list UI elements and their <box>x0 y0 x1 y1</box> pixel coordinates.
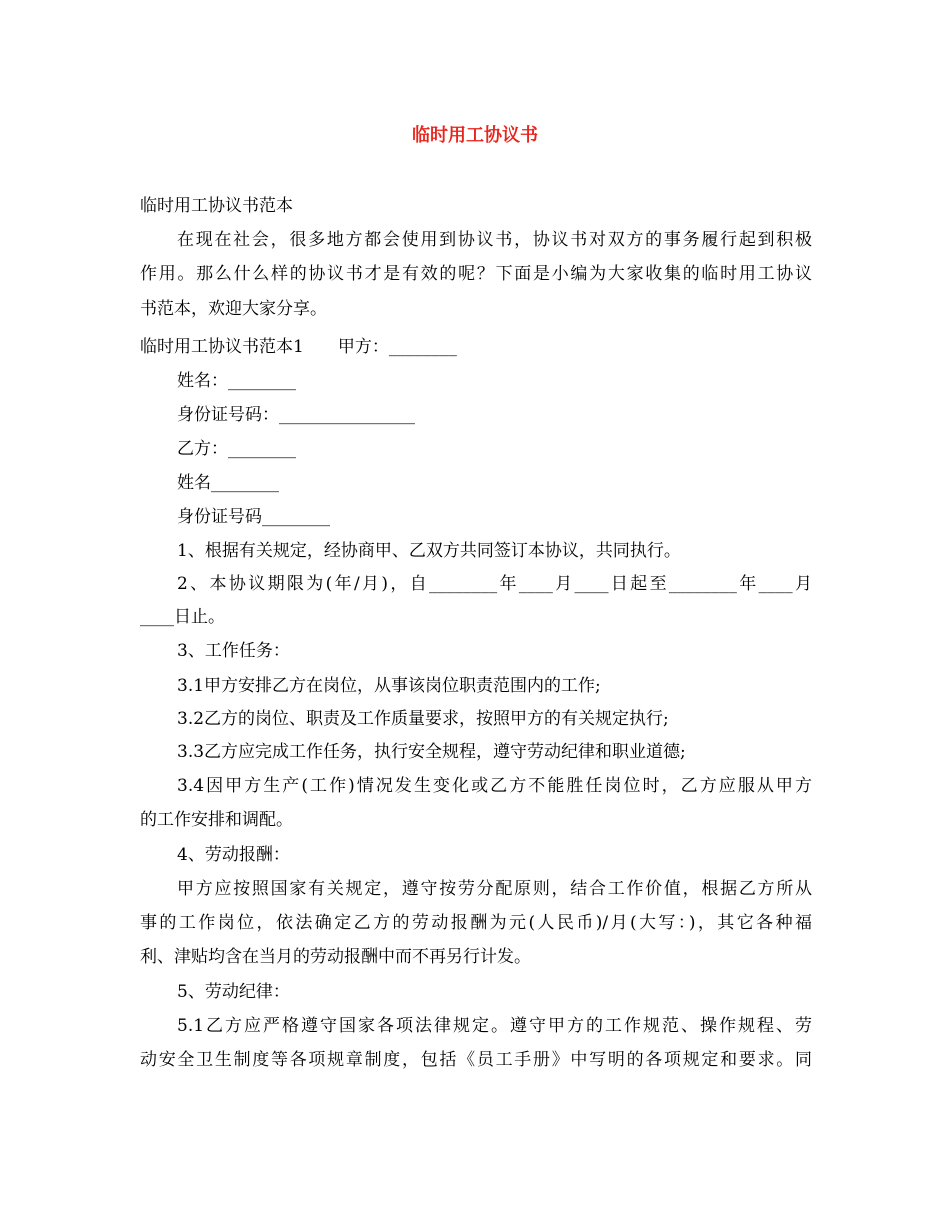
intro-line-2: 作用。那么什么样的协议书才是有效的呢？下面是小编为大家收集的临时用工协议 <box>140 264 812 284</box>
clause-5-1-line-1: 5.1乙方应严格遵守国家各项法律规定。遵守甲方的工作规范、操作规程、劳 <box>177 1016 812 1036</box>
subtitle-line: 临时用工协议书范本 <box>140 196 293 216</box>
intro-line-1: 在现在社会，很多地方都会使用到协议书，协议书对双方的事务履行起到积极 <box>177 230 812 250</box>
clause-3-2: 3.2乙方的岗位、职责及工作质量要求，按照甲方的有关规定执行; <box>177 709 669 729</box>
party-b: 乙方：________ <box>177 439 296 459</box>
intro-line-3: 书范本，欢迎大家分享。 <box>140 299 327 319</box>
party-b-id: 身份证号码________ <box>177 507 330 527</box>
clause-2-line-2: ____日止。 <box>140 607 225 627</box>
clause-3-4-line-1: 3.4因甲方生产(工作)情况发生变化或乙方不能胜任岗位时，乙方应服从甲方 <box>177 776 812 796</box>
clause-4-heading: 4、劳动报酬： <box>177 845 290 865</box>
party-b-name: 姓名________ <box>177 473 279 493</box>
party-a-name: 姓名：________ <box>177 371 296 391</box>
clause-1: 1、根据有关规定，经协商甲、乙双方共同签订本协议，共同执行。 <box>177 541 681 561</box>
clause-5-1-line-2: 动安全卫生制度等各项规章制度，包括《员工手册》中写明的各项规定和要求。同 <box>140 1050 812 1070</box>
clause-3-3: 3.3乙方应完成工作任务，执行安全规程，遵守劳动纪律和职业道德; <box>177 742 686 762</box>
clause-5-heading: 5、劳动纪律： <box>177 982 290 1002</box>
document-title: 临时用工协议书 <box>412 125 538 146</box>
clause-3-heading: 3、工作任务： <box>177 641 290 661</box>
clause-2-line-1: 2、本协议期限为(年/月)，自________年____月____日起至________年____月 <box>177 574 812 594</box>
clause-4-line-2: 事的工作岗位，依法确定乙方的劳动报酬为元(人民币)/月(大写：)，其它各种福 <box>140 913 812 933</box>
sample-heading-party-a: 临时用工协议书范本1 甲方：________ <box>140 337 457 357</box>
clause-3-4-line-2: 的工作安排和调配。 <box>140 810 293 830</box>
party-a-id: 身份证号码：________________ <box>177 405 415 425</box>
clause-4-line-1: 甲方应按照国家有关规定，遵守按劳分配原则，结合工作价值，根据乙方所从 <box>177 879 812 899</box>
clause-3-1: 3.1甲方安排乙方在岗位，从事该岗位职责范围内的工作; <box>177 676 601 696</box>
clause-4-line-3: 利、津贴均含在当月的劳动报酬中而不再另行计发。 <box>140 947 531 967</box>
